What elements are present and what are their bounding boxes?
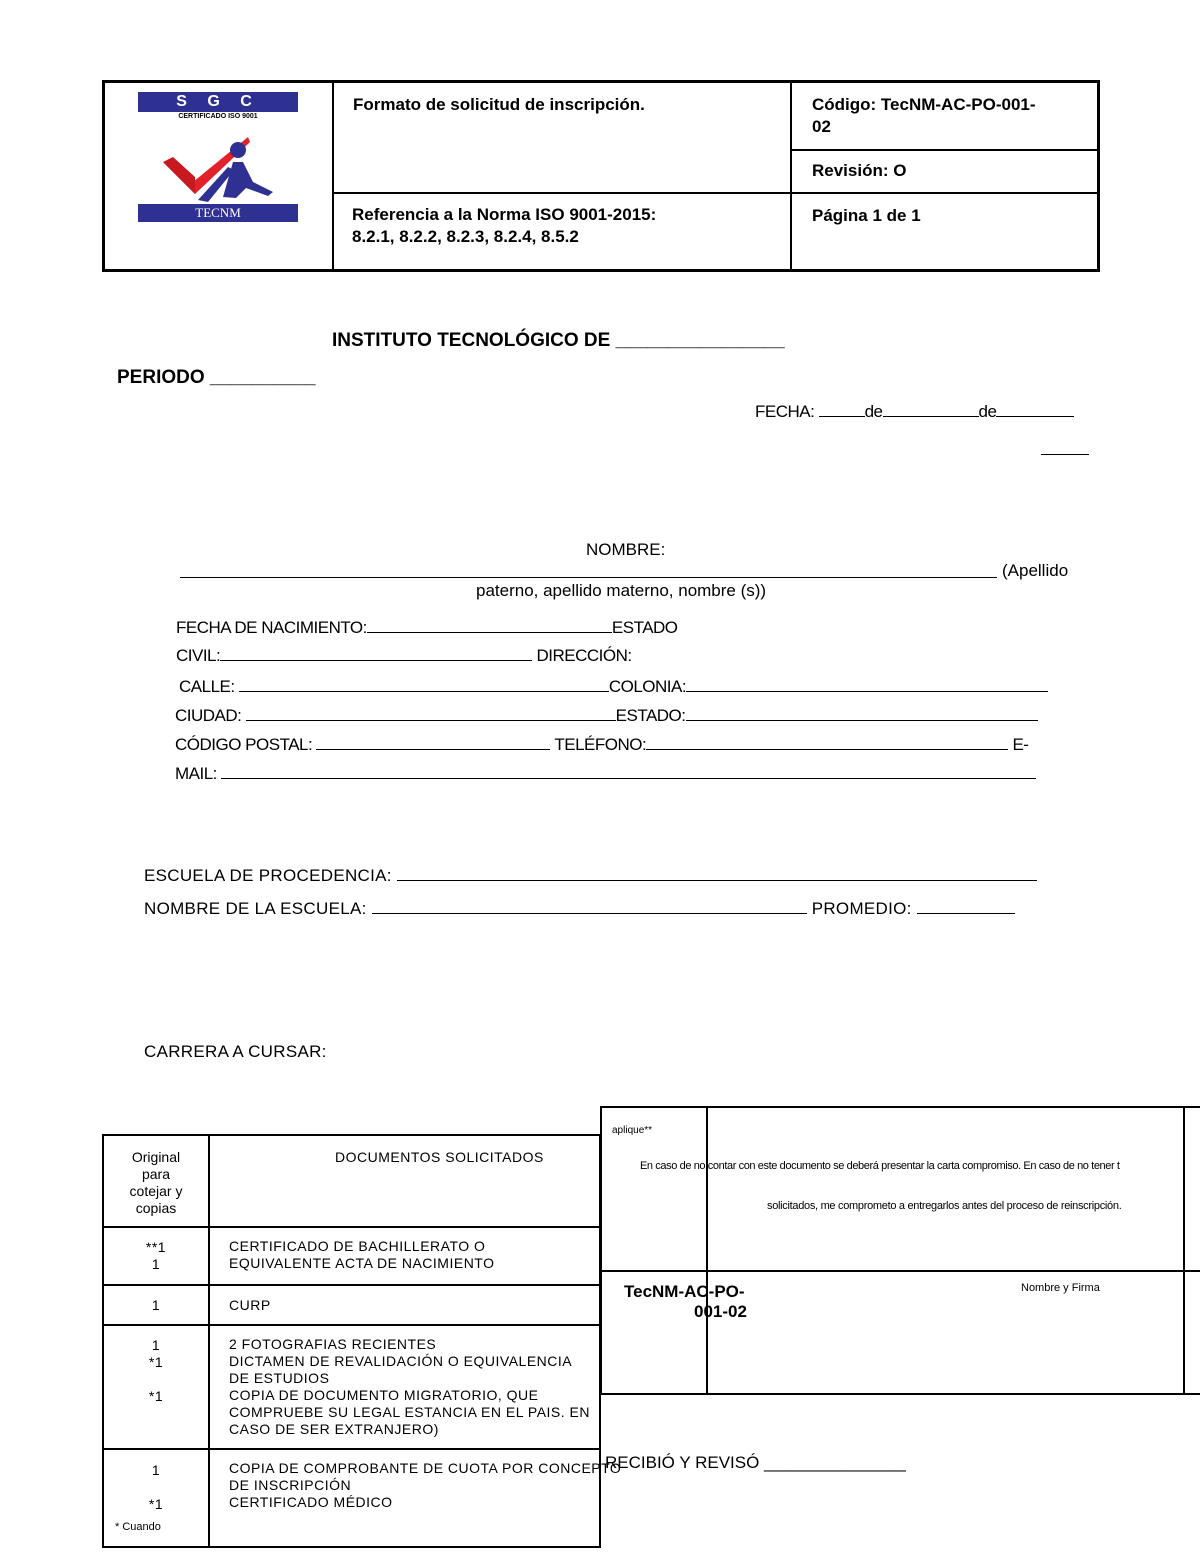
apellido-hint-b: paterno, apellido materno, nombre (s)) (476, 581, 767, 600)
promedio-label: PROMEDIO: (811, 899, 912, 918)
nombre-firma-label: Nombre y Firma (1021, 1282, 1100, 1294)
direccion-label: DIRECCIÓN: (536, 646, 632, 665)
fecha-nac-row[interactable] (176, 618, 678, 638)
form-title: Formato de solicitud de inscripción. (353, 95, 645, 114)
row1-qty-a: **1 (145, 1239, 167, 1255)
sgc-logo (138, 92, 298, 222)
civil-line (220, 646, 532, 661)
row1-doc-b: EQUIVALENTE ACTA DE NACIMIENTO (229, 1255, 495, 1271)
date-label: FECHA: (755, 402, 815, 421)
check-person-icon (138, 122, 298, 206)
email-line (221, 764, 1036, 779)
col-original-line1: Original (131, 1149, 181, 1165)
procedencia-label: ESCUELA DE PROCEDENCIA: (144, 866, 392, 885)
cp-row[interactable] (175, 735, 1028, 755)
row3-qty-c (104, 1371, 208, 1388)
civil-row[interactable] (176, 646, 632, 666)
col-original-line3: cotejar y (129, 1183, 183, 1199)
col-original-line2: para (141, 1166, 171, 1182)
nombre-line[interactable] (180, 577, 997, 578)
row3-doc-e: COMPRUEBE SU LEGAL ESTANCIA EN EL PAIS. EN (229, 1404, 590, 1420)
row3-qty-d: *1 (148, 1388, 164, 1404)
institute-label: INSTITUTO TECNOLÓGICO DE ________________ (332, 330, 785, 351)
colonia-line (686, 677, 1048, 692)
nombre-escuela-line (372, 899, 807, 914)
code-line1: Código: TecNM-AC-PO-001- (812, 95, 1036, 114)
estado-label: ESTADO (611, 618, 678, 637)
row1-qty-b: 1 (151, 1256, 161, 1272)
calle-line (239, 677, 609, 692)
date-year-line2 (1041, 454, 1089, 455)
email-label-a: E- (1012, 735, 1029, 754)
date-year-line (996, 402, 1074, 417)
estado2-label: ESTADO: (615, 706, 686, 725)
fecha-nac-label: FECHA DE NACIMIENTO: (176, 618, 367, 637)
carrera-label: CARRERA A CURSAR: (144, 1042, 327, 1061)
date-day-line (819, 402, 865, 417)
row3-doc-f: CASO DE SER EXTRANJERO) (229, 1421, 439, 1437)
calle-row[interactable] (179, 677, 1048, 697)
logo-middle-text: CERTIFICADO ISO 9001 (138, 112, 298, 122)
recibio-reviso: RECIBIÓ Y REVISÓ _______________ (605, 1453, 906, 1472)
date-de1: de (864, 402, 883, 421)
note-line1: En caso de no contar con este documento se deberá presentar la carta compromiso. En caso de no tener t (640, 1160, 1120, 1172)
row3-qty-a: 1 (151, 1337, 161, 1353)
reference-line2: 8.2.1, 8.2.2, 8.2.3, 8.2.4, 8.5.2 (352, 227, 579, 246)
nombre-label: NOMBRE: (586, 540, 666, 559)
overlay-code-a: TecNM-AC-PO- (624, 1282, 745, 1301)
overlay-code-b: 001-02 (694, 1302, 747, 1321)
logo-top-text: S G C (138, 92, 298, 112)
row2-qty: 1 (151, 1297, 161, 1313)
row4-qty-c: *1 (148, 1496, 164, 1512)
ciudad-label: CIUDAD: (175, 706, 242, 725)
telefono-label: TELÉFONO: (554, 735, 647, 754)
row4-qty-a: 1 (151, 1462, 161, 1478)
colonia-label: COLONIA: (608, 677, 687, 696)
col-original-header (104, 1149, 208, 1217)
ciudad-row[interactable] (175, 706, 1038, 726)
col-original-line4: copias (135, 1200, 177, 1216)
calle-label: CALLE: (179, 677, 235, 696)
nombre-escuela-label: NOMBRE DE LA ESCUELA: (144, 899, 367, 918)
revision: Revisión: O (812, 161, 907, 180)
row4-doc-b: DE INSCRIPCIÓN (229, 1477, 352, 1493)
row4-doc-c: CERTIFICADO MÉDICO (229, 1494, 393, 1510)
procedencia-line (397, 866, 1037, 881)
date-month-line (883, 402, 979, 417)
date-field[interactable] (755, 402, 1074, 422)
row3-doc-a: 2 FOTOGRAFIAS RECIENTES (229, 1336, 437, 1352)
nombre-escuela-row[interactable] (144, 899, 1015, 919)
row3-qty-b: *1 (148, 1354, 164, 1370)
note-line2: solicitados, me comprometo a entregarlos antes del proceso de reinscripción. (767, 1200, 1122, 1212)
footnote: * Cuando (115, 1521, 161, 1533)
period-label: PERIODO __________ (117, 367, 316, 388)
apellido-hint-a: (Apellido (1002, 561, 1069, 580)
code-line2: 02 (812, 117, 831, 136)
row4-doc-a: COPIA DE COMPROBANTE DE CUOTA POR CONCEPTO (229, 1460, 622, 1476)
reference-line1: Referencia a la Norma ISO 9001-2015: (352, 205, 657, 224)
row3-doc-d: COPIA DE DOCUMENTO MIGRATORIO, QUE (229, 1387, 539, 1403)
row4-qty (104, 1462, 208, 1513)
procedencia-row[interactable] (144, 866, 1037, 886)
cp-label: CÓDIGO POSTAL: (175, 735, 313, 754)
telefono-line (646, 735, 1008, 750)
row3-doc-c: DE ESTUDIOS (229, 1370, 330, 1386)
row2-doc: CURP (229, 1297, 271, 1313)
promedio-line (917, 899, 1015, 914)
cp-line (316, 735, 550, 750)
col-docs-header: DOCUMENTOS SOLICITADOS (335, 1149, 544, 1165)
row3-docs (229, 1336, 590, 1438)
logo-bottom-text: TECNM (138, 204, 298, 222)
date-de2: de (978, 402, 997, 421)
row1-docs (229, 1238, 495, 1272)
civil-label: CIVIL: (176, 646, 221, 665)
aplique-label: aplique** (612, 1125, 653, 1136)
email-label-b: MAIL: (175, 764, 217, 783)
row4-docs (229, 1460, 621, 1511)
estado2-line (686, 706, 1038, 721)
ciudad-line (246, 706, 616, 721)
row3-qty (104, 1337, 208, 1405)
fecha-nac-line (367, 618, 612, 633)
row4-qty-b (104, 1479, 208, 1496)
email-row[interactable] (175, 764, 1036, 784)
row3-doc-b: DICTAMEN DE REVALIDACIÓN O EQUIVALENCIA (229, 1353, 573, 1369)
row1-doc-a: CERTIFICADO DE BACHILLERATO O (229, 1238, 486, 1254)
page-number: Página 1 de 1 (812, 206, 921, 225)
row1-qty (104, 1239, 208, 1273)
